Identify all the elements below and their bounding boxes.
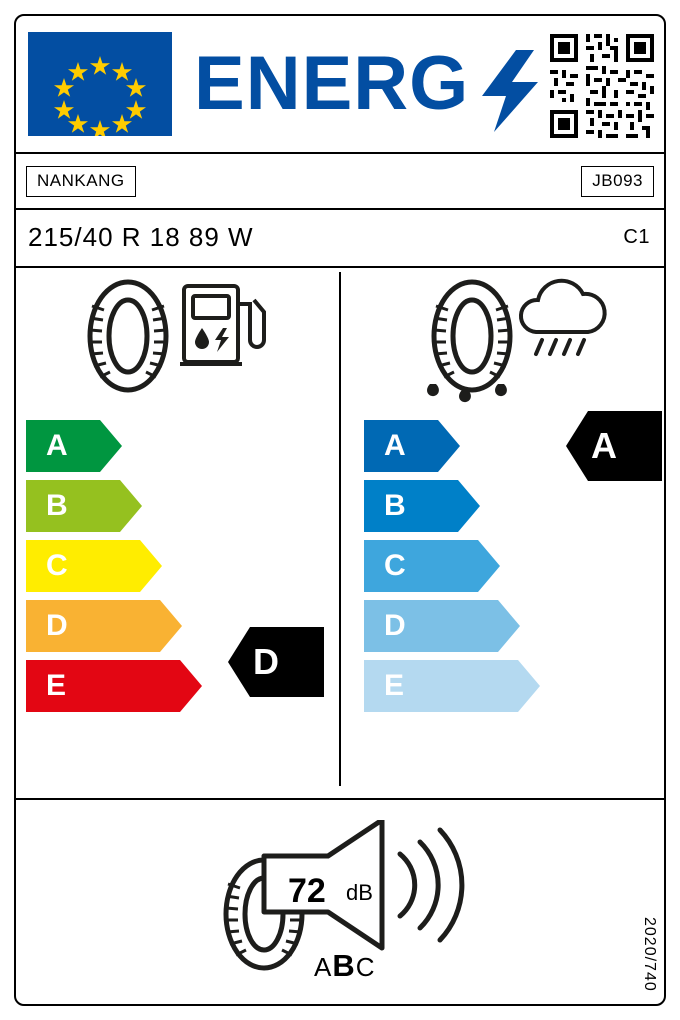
wetgrip-grade-d <box>364 600 564 652</box>
wetgrip-grade-c <box>364 540 564 592</box>
fuel-grade-e <box>26 660 226 712</box>
eu-flag-icon <box>28 32 172 136</box>
fuel-grade-a <box>26 420 226 472</box>
external-noise-section <box>210 820 490 990</box>
wet-grip-scale <box>364 420 564 720</box>
wet-grip-result <box>566 411 662 481</box>
wetgrip-grade-c-letter: C <box>384 549 406 582</box>
fuel-efficiency-scale <box>26 420 226 720</box>
noise-class-b: B <box>332 948 356 983</box>
tyre-class: C1 <box>623 226 650 248</box>
wetgrip-grade-e <box>364 660 564 712</box>
wetgrip-grade-d-letter: D <box>384 609 406 642</box>
fuel-grade-c <box>26 540 226 592</box>
noise-value: 72 <box>288 872 326 910</box>
brand-name: NANKANG <box>26 166 136 197</box>
fuel-grade-a-letter: A <box>46 429 68 462</box>
wetgrip-grade-b-letter: B <box>384 489 406 522</box>
tyre-size: 215/40 R 18 89 W <box>28 222 254 252</box>
wetgrip-grade-b <box>364 480 564 532</box>
wetgrip-grade-a <box>364 420 564 472</box>
fuel-grade-e-letter: E <box>46 669 67 702</box>
noise-class-a: A <box>314 952 333 982</box>
fuel-grade-d <box>26 600 226 652</box>
noise-unit: dB <box>346 880 373 905</box>
tyre-fuel-pump-icon <box>80 276 270 396</box>
tyre-type-code: JB093 <box>581 166 654 197</box>
wetgrip-grade-a-letter: A <box>384 429 406 462</box>
noise-class-scale <box>314 948 376 984</box>
divider-vertical <box>339 272 341 786</box>
fuel-efficiency-result <box>228 627 324 697</box>
divider-brand <box>16 208 664 210</box>
wet-grip-result-letter: A <box>591 425 617 466</box>
fuel-grade-b-letter: B <box>46 489 68 522</box>
fuel-grade-b <box>26 480 226 532</box>
fuel-grade-c-letter: C <box>46 549 68 582</box>
divider-top <box>16 152 664 154</box>
energy-wordmark: ENERG <box>194 41 470 126</box>
lightning-bolt-icon <box>482 50 542 132</box>
wetgrip-grade-e-letter: E <box>384 669 405 702</box>
divider-size <box>16 266 664 268</box>
label-header <box>16 16 664 150</box>
qr-code-icon <box>550 34 654 138</box>
tyre-rain-cloud-icon <box>420 276 620 406</box>
noise-class-c: C <box>355 952 376 982</box>
regulation-reference: 2020/740 <box>641 917 658 992</box>
divider-noise <box>16 798 664 800</box>
fuel-efficiency-result-letter: D <box>253 641 279 682</box>
fuel-grade-d-letter: D <box>46 609 68 642</box>
